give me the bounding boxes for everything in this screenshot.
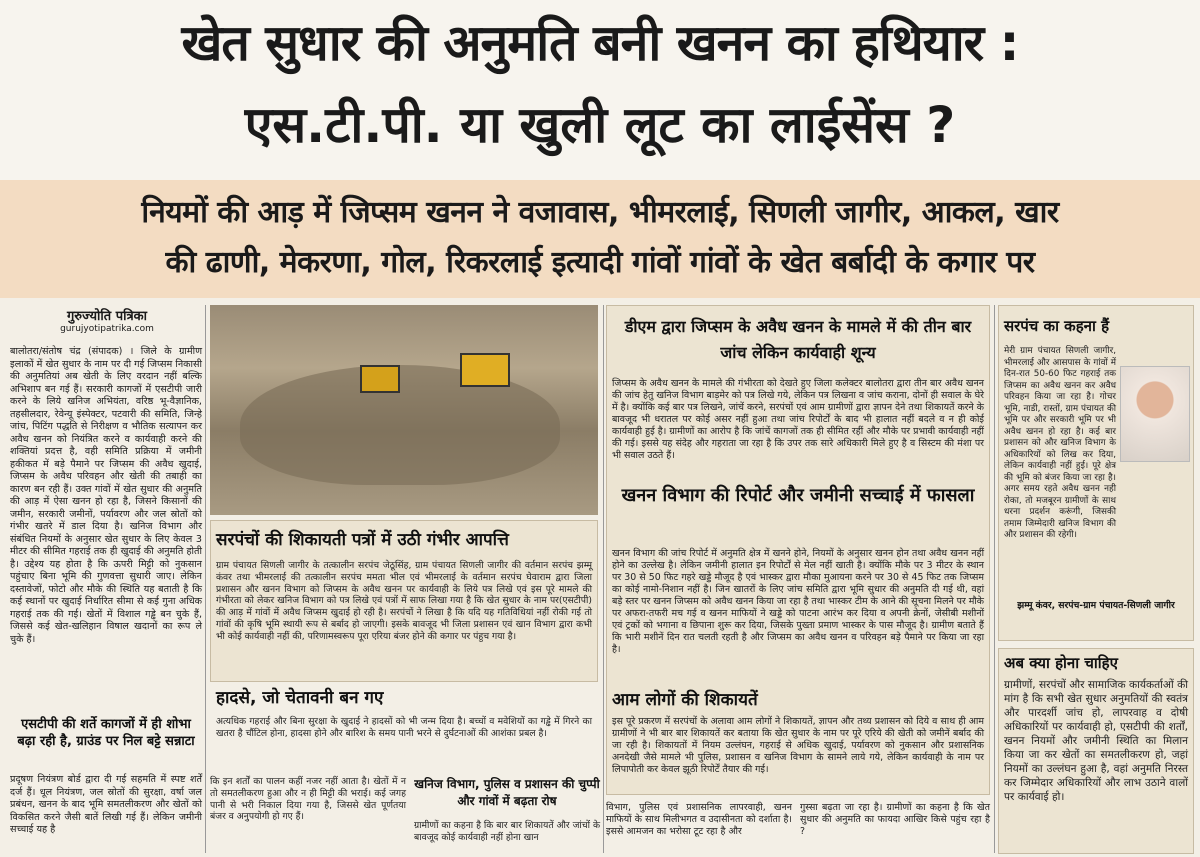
- right-bottom-a: विभाग, पुलिस एवं प्रशासनिक लापरवाही, खनन माफियों के साथ मिलीभगत व उदासीनता को दर्शाता है। इससे आमजन का भरोसा टूट रहा है और: [606, 802, 792, 837]
- left-sub-body: प्रदूषण नियंत्रण बोर्ड द्वारा दी गई सहमति में स्पष्ट शर्तें दर्ज हैं। धूल नियंत्रण, जल स्रोतों की सुरक्षा, वर्षा जल प्रबंधन, खनन के बाद भूमि समतलीकरण और खेतों को विकसित करने जैसी बातें लिखी गई हैं। लेकिन जमीनी सच्चाई यह है: [10, 774, 202, 835]
- deck-line-2: की ढाणी, मेकरणा, गोल, रिकरलाई इत्यादी गांवों गांवों के खेत बर्बादी के कगार पर: [165, 245, 1035, 280]
- masthead: [14, 306, 200, 340]
- sarpanch-portrait: [1120, 366, 1190, 462]
- report-heading: खनन विभाग की रिपोर्ट और जमीनी सच्चाई में फासला: [621, 485, 975, 506]
- deck: [0, 180, 1200, 298]
- silence-body: ग्रामीणों का कहना है कि बार बार शिकायतें और जांचों के बावजूद कोई कार्यवाही नहीं होना खान: [414, 820, 600, 843]
- sarpanch-body-cont: [1004, 498, 1188, 598]
- complaints-body: ग्राम पंचायत सिणली जागीर के तत्कालीन सरपंच जेठूसिंह, ग्राम पंचायत सिणली जागीर की वर्तमान सरपंच झम्मू कंवर तथा भीमरलाई की तत्कालीन सरपंच ममता भील एवं भीमरलाई के वर्तमान सरपंच घेवाराम द्वारा जिला प्रशासन और खनन विभाग को जिप्सम के अवैध खनन पर कार्यवाही के लिये पत्र लिखे एवं इस पूरे मामले की गंभीरता को लेकर खनिज विभाग को पत्र लिखे एवं पत्रों में साफ लिखा गया है कि खेत सुधार के नाम पर(एसटीपी) की आड़ में गांवों में अवैध जिप्सम खुदाई हो रही है। सरपंचों ने लिखा है कि यदि यह गतिविधियां नहीं रोकी गई तो गांवों की कृषि भूमि स्थायी रूप से बर्बाद हो जाएगी। इसके बावजूद भी जिला प्रशासन एवं खान विभाग द्वारा कभी भी कोई कार्यवाही नहीं की, परिणामस्वरूप पूरा एरिया बंजर होने की कगार पर पंहुच गया है।: [216, 560, 592, 642]
- headline: [0, 0, 1200, 180]
- public-complaints-body: इस पूरे प्रकरण में सरपंचों के अलावा आम लोगों ने शिकायतें, ज्ञापन और तथ्य प्रशासन को दिये व साथ ही आम ग्रामीणों ने भी बार बार शिकायतें कर बताया कि खेत सुधार के नाम पर पूरे एरिये की खेती को जमीनें बर्बाद की जा रही है। शिकायतों में नियम उल्लंघन, गहराई से अधिक खुदाई, पर्यावरण को नुकसान और प्रशासनिक अनदेखी जैसे मामले भी पुलिस, प्रशासन व खनिज विभाग के सामने लाये गये, लेकिन कार्यवाही के नाम पर लिपापोती कर केवल झूठी रिपोर्टें तैयार की गई।: [612, 716, 984, 775]
- headline-line-1: खेत सुधार की अनुमति बनी खनन का हथियार :: [181, 14, 1019, 72]
- dm-body: जिप्सम के अवैध खनन के मामले की गंभीरता को देखते हुए जिला कलेक्टर बालोतरा द्वारा तीन बार अवैध खनन की जांच हेतु खनिज विभाग बाड़मेर को पत्र लिखे गये, लेकिन पत्र लिखना व जांच कराना, दोनों ही सवाल के घेरे में है। क्योंकि कई बार पत्र लिखने, जांचें करने, सरपंचों एवं आम ग्रामीणों द्वारा ज्ञापन देने तथा शिकायतें करने के बावजूद भी धरातल पर कोई असर नहीं हुआ तथा जांच रिपोर्टों के बाद भी हालात नहीं बदले व न ही कोई कार्यवाही हुई है। ग्रामीणों का आरोप है कि जांचें कागजों तक ही सीमित रहीं और मौके पर प्रभावी कार्यवाही नहीं की गई। इससे यह संदेह और गहराता जा रहा है कि उपर तक सारे अधिकारी मिले हुए है व सिस्टम की मंशा पर भी सवाल उठते हैं।: [612, 378, 984, 461]
- sarpanch-heading: सरपंच का कहना हैं: [1004, 317, 1110, 335]
- public-complaints-heading: आम लोगों की शिकायतें: [612, 690, 758, 710]
- accidents-heading: हादसे, जो चेतावनी बन गए: [216, 688, 384, 708]
- what-next-body: ग्रामीणों, सरपंचों और सामाजिक कार्यकर्ताओं की मांग है कि सभी खेत सुधार अनुमतियों की स्वतंत्र और पारदर्शी जांच हो, लापरवाह व दोषी अधिकारियों पर कार्यवाही हो, एसटीपी की शर्तों, खनन नियमों और जमीनी स्थिति का मिलान किया जा कर खेतों का समतलीकरण हो, जहां नियमों का उल्लंघन हुआ है, वहां अनुमति निरस्त कर जिम्मेदार अधिकारियों और लाभ उठाने वालों पर कार्यवाई हो।: [1004, 679, 1188, 803]
- masthead-url: gurujyotipatrika.com: [60, 324, 154, 334]
- masthead-name: गुरुज्योति पत्रिका: [66, 309, 148, 324]
- left-subheading: एसटीपी की शर्ते कागजों में ही शोभा बढ़ा रही है, ग्राउंड पर निल बट्टे सन्नाटा: [17, 717, 195, 749]
- what-next-heading: अब क्या होना चाहिए: [1004, 654, 1118, 672]
- excavator-2-shape: [460, 353, 510, 387]
- accidents-body: अत्यधिक गहराई और बिना सुरक्षा के खुदाई ने हादसों को भी जन्म दिया है। बच्चों व मवेशियों का गड्ढे में गिरने का खतरा है चौंटिल होना, हादसा होने और बारिश के समय पानी भरने से दुर्घटनाओं की आशंका प्रबल है।: [216, 716, 592, 739]
- right-bottom-b: गुस्सा बढ़ता जा रहा है। ग्रामीणों का कहना है कि खेत सुधार की अनुमति का फायदा आखिर किसे पहुंच रहा है ?: [800, 802, 990, 837]
- excavator-1-shape: [360, 365, 400, 393]
- mining-photo: [210, 305, 598, 515]
- headline-line-2: एस.टी.पी. या खुली लूट का लाईसेंस ?: [244, 96, 956, 154]
- deck-line-1: नियमों की आड़ में जिप्सम खनन ने वजावास, भीमरलाई, सिणली जागीर, आकल, खार: [141, 195, 1059, 230]
- column-divider: [205, 305, 206, 853]
- center-bottom-body: कि इन शर्तों का पालन कहीं नजर नहीं आता है। खेतों में न तो समतलीकरण हुआ और न ही मिट्टी की भराई। कई जगह पानी से भरी निकाल दिया गया है, जिससे खेत पूर्णतया बंजर व अनुपयोगी हो गए हैं।: [210, 776, 406, 823]
- dm-heading: डीएम द्वारा जिप्सम के अवैध खनन के मामले में की तीन बार जांच लेकिन कार्यवाही शून्य: [624, 317, 972, 362]
- complaints-heading: सरपंचों की शिकायती पत्रों में उठी गंभीर आपत्ति: [216, 530, 509, 550]
- left-body: बालोतरा/संतोष चंद्र (संपादक) । जिले के ग्रामीण इलाकों में खेत सुधार के नाम पर दी गई जिप्सम निकासी की अनुमतियां अब खेती के लिए वरदान नहीं बल्कि अभिशाप बन गई हैं। सरकारी कागजों में एसटीपी जारी करने के लिये खनिज अभियंता, वरिष्ठ भू-वैज्ञानिक, तहसीलदार, रेवेन्यू इंस्पेक्टर, पटवारी की समिति, जिन्हे जांच, पिटिंग पद्धति से निरीक्षण व भौतिक सत्यापन कर अवैध खनन को नियंत्रित करने व कार्यवाही करने की शक्तियां प्रदत्त है, वही समिति प्रक्रिया में जमीनी हकीकत में बड़े पैमाने पर जिप्सम की अवैध खुदाई, जिप्सम के अवैध परिवहन और खेती की तबाही का कारण बन रही हैं। उक्त गांवों में खेत सुधार की अनुमति की आड़ में ऐसा खनन हो रहा है, जिसने किसानों की जमीन, सरकारी जमीनों, पर्यावरण और जल स्रोतों को गंभीर खतरे में डाल दिया है। खनिज विभाग और संबंधित नियमों के अनुसार खेत सुधार के लिए केवल 3 मीटर की सीमित गहराई तक ही खुदाई की अनुमति होती है। उद्देश्य यह होता है कि ऊपरी मिट्टी को नुकसान पहुंचाए बिना भूमि की गुणवत्ता सुधारी जाए। लेकिन दस्तावेजों, फोटो और मौके की स्थिति यह बताती है कि कई स्थानों पर खुदाई निर्धारित सीमा से कई गुना अधिक गहराई तक की गई। खेतों में विशाल गड्ढे बन चुके हैं, जिससे कई खेत-खलिहान विषाल खदानों का रूप ले चुके हैं।: [10, 346, 202, 645]
- column-divider: [994, 305, 995, 853]
- silence-heading: खनिज विभाग, पुलिस व प्रशासन की चुप्पी और गांवों में बढ़ता रोष: [414, 777, 600, 808]
- sarpanch-body: मेरी ग्राम पंचायत सिणली जागीर, भीमरलाई और आसपास के गांवों में दिन-रात 50-60 फिट गहराई तक जिप्सम का अवैध खनन कर अवैध परिवहन किया जा रहा है। गोचर भूमि, नाडी, रास्तों, ग्राम पंचायत की भूमि पर और सरकारी भूमि पर भी अवैध खनन हो रहा है। कई बार प्रशासन को और खनिज विभाग के अधिकारियों को लिख कर दिया, लेकिन कार्यवाही नहीं हुई। पूरे क्षेत्र की भूमि को बंजर किया जा रहा है। अगर समय रहते अवैध खनन नही रोका, तो मजबूरन ग्रामीणों के साथ धरना प्रदर्शन करूंगी, जिसकी तमाम जिम्मेदारी खनिज विभाग की और प्रशासन की रहेगी।: [1004, 346, 1116, 540]
- column-divider: [603, 305, 604, 853]
- pit-shape: [240, 365, 560, 485]
- sarpanch-signature: झम्मू कंवर, सरपंच-ग्राम पंचायत-सिणली जागीर: [1017, 600, 1175, 611]
- report-body: खनन विभाग की जांच रिपोर्ट में अनुमति क्षेत्र में खनने होने, नियमों के अनुसार खनन होन तथा अवैध खनन नहीं होने का उल्लेख है। लेकिन जमीनी हालात इन रिपोर्टों से मेल नहीं खाती है। क्योंकि मौके पर 3 मीटर के स्थान पर 30 से 50 फिट गहरे खड्डे मौजूद है एवं भास्कर द्वारा मौका मुआयना करने पर 30 से 45 फिट तक जिप्सम का कोई नामो-निशान नहीं है। जिन खातरों के लिए जांच समिति द्वारा भूमि सुधार की अनुमति दी गई थी, वहां बड़े स्तर पर खनन जिप्सम को अवैध खनन किया जा रहा है तथा भास्कर टीम के आने की सूचना मिलने पर मौके पर अफरा-तफरी मच गई व खनन माफियों ने खड्डे को पाटना आरंभ कर दिया व अपनी क्रेनों, जेसीबी मशीनों एवं ट्रकों को भगाना व छिपाना शुरू कर दिया, जिसके पुख्ता प्रमाण भास्कर के पास मौजूद है। ग्रामीण बताते हैं कि भारी मशीनें दिन रात चलती रहती है और जिप्सम का अवैध खनन व परिवहन बड़े पैमाने पर किया जा रहा है।: [612, 548, 984, 655]
